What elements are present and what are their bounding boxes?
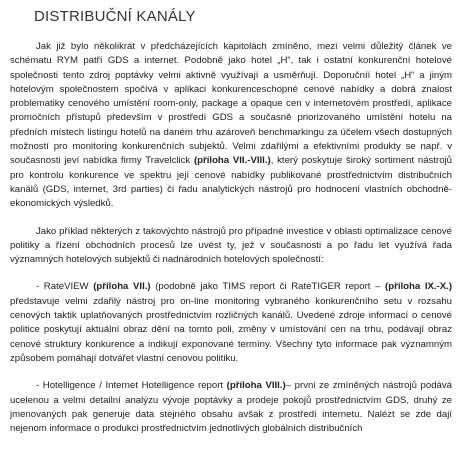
paragraph-gds-internet xyxy=(10,40,452,212)
appendix-reference: (příloha IX.-X.) xyxy=(385,281,453,293)
paragraph-text: - RateVIEW xyxy=(36,281,94,293)
page-title: DISTRIBUČNÍ KANÁLY xyxy=(34,8,196,25)
paragraph-text: Jak již bylo několikrát v předcházejících kapitolách zmíněno, mezi velmi důležitý článek ve schématu RYM patří GDS a internet. Podobně jako hotel „H“, tak i ostatní konkurenční hotelové společnosti tento zdroj poptávky velmi aktivně využívají a usměrňují. Doporučníí hotel „H“ a jiným hotelovým společnostem spočívá v aplikaci konkurenceschopné cenové nabídky a dobrá znalost problematiky cenového umístění room-only, package a opaque cen v internetovém prostředí, aplikace promočních přístupů především v prostředí GDS a současně priorizovaného umístění hotelu na předních místech listingu hotelů na daném trhu azároveň benchmarkingu za účelem všech dostupných možností pro monitoring konkurenčních subjektů. Velmi zdařilými a efektivními produkty se např. v současnosti jeví nabídka firmy Travelclick xyxy=(10,41,452,167)
paragraph-tools-intro: Jako příklad některých z takovýchto nástrojů pro případné investice v oblasti optimalizace cenové politiky a řízení obchodních procesů lze uvést ty, jež v současnosti a po řadu let využívá řada významných hotelových subjektů či nadnárodních hotelových společností: xyxy=(10,225,452,266)
paragraph-text: , který poskytuje široký sortiment nástrojů pro kontrolu konkurence ve spektru její cenové nabídky publikované prostřednictvím distribučních kanálů (GDS, internet, 3rd parties) či řadu analytických nástrojů pro hodnocení vlastních obchodně-ekonomických výsledků. xyxy=(10,155,453,210)
paragraph-text: (podobně jako TIMS report či RateTIGER report – xyxy=(150,281,386,293)
paragraph-text: - Hotelligence / Internet Hotelligence report xyxy=(36,380,227,392)
paragraph-rateview xyxy=(10,280,452,366)
paragraph-text: – prvni ze zmíněných nástrojů podává ucelenou a velmi detailní analýzu vývoje poptávky a prodeje pokojů prostřednictvím GDS, druhý ze jmenovaných pak generuje data stejného obsahu avšak z prostředí internetu. Nalézt se zde dají nejenom informace o produkci prostřednictvím jednotlivých globálních distribučních xyxy=(10,380,452,435)
paragraph-hotelligence xyxy=(10,379,452,436)
appendix-reference: (příloha VII.-VIII.) xyxy=(193,155,271,167)
appendix-reference: (příloha VII.) xyxy=(93,281,151,293)
appendix-reference: (příloha VIII.) xyxy=(226,380,286,392)
paragraph-text: představuje velmi zdařilý nástroj pro on-line monitoring vybraného konkurenčního setu v rozsahu cenových taktik uplatňovaných prostřednictvím rozličných kanálů. Uvedené zdroje informací o cenové politice poskytují aktuální obraz dění na tomto poli, změny v umístování cen na trhu, podávají obraz cenové struktury konkurence a indikují exponované termíny. Všechny tyto informace pak významným způsobem pomáhají dotvářet vlastní cenovou politiku. xyxy=(10,295,452,364)
